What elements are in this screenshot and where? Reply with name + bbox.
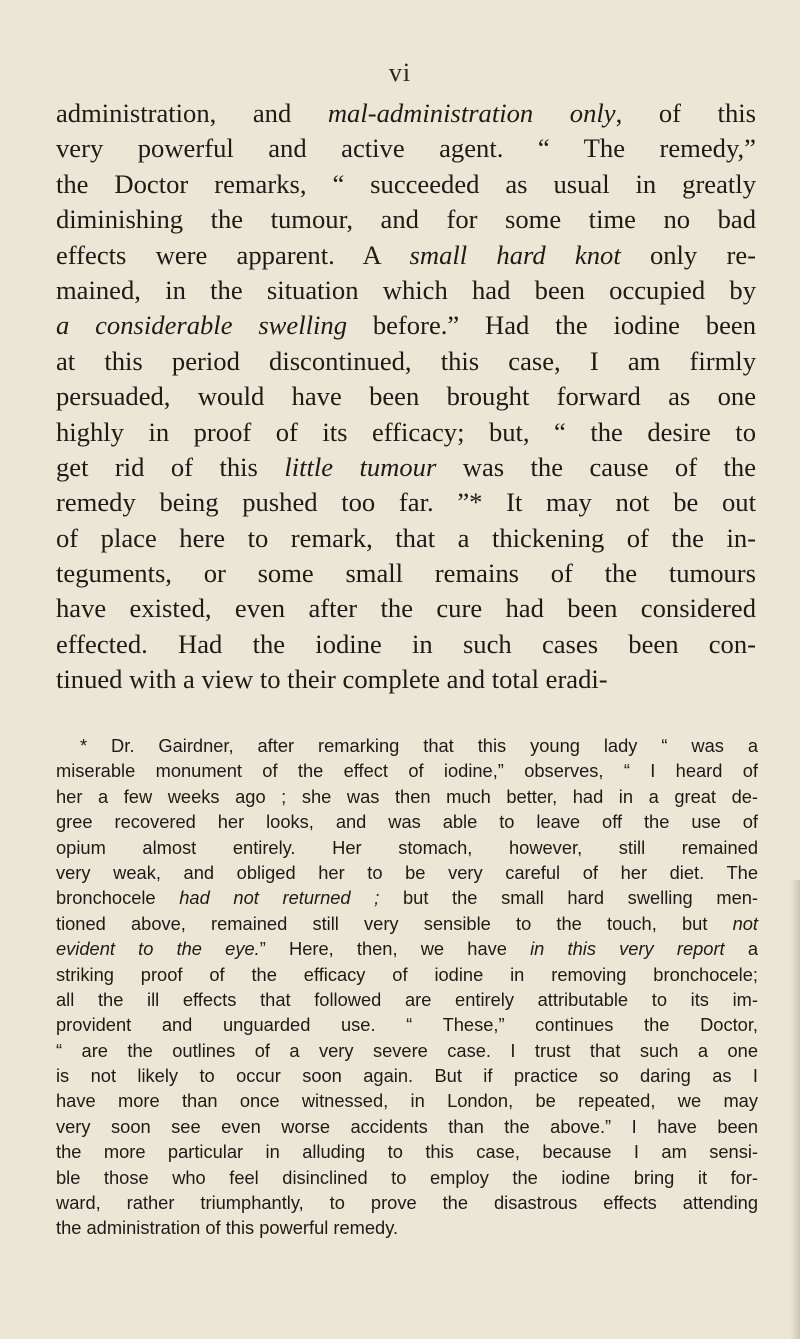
text-run: ward, rather triumphantly, to prove the disastrous effects attending xyxy=(56,1192,758,1214)
text-run: remedy being pushed too far. ”* It may not be out xyxy=(56,487,756,518)
text-run: have more than once witnessed, in London, be repeated, we may xyxy=(56,1090,758,1112)
text-run: effects were apparent. A xyxy=(56,239,410,270)
text-run: only re- xyxy=(620,239,757,270)
footnote-line xyxy=(56,1063,758,1088)
text-line xyxy=(56,450,756,485)
text-line xyxy=(56,308,756,343)
italic-run: small hard knot xyxy=(409,239,621,270)
italic-run: evident to the eye. xyxy=(56,938,260,960)
text-run: the more particular in alluding to this case, because I am sensi- xyxy=(56,1141,758,1163)
text-run: persuaded, would have been brought forward as one xyxy=(56,381,756,412)
italic-run: little tumour xyxy=(284,451,437,482)
text-line xyxy=(56,202,756,237)
text-run: but the small hard swelling men- xyxy=(379,887,759,909)
italic-run: mal-administration only xyxy=(327,98,616,128)
text-run: very soon see even worse accidents than the above.” I have been xyxy=(56,1115,758,1137)
text-line xyxy=(56,238,756,273)
text-line xyxy=(56,131,756,166)
footnote xyxy=(56,733,758,1241)
text-line xyxy=(56,556,756,591)
text-run: diminishing the tumour, and for some time no bad xyxy=(56,204,756,235)
text-line xyxy=(56,344,756,379)
text-run: provident and unguarded use. “ These,” continues the Doctor, xyxy=(56,1014,758,1036)
footnote-line xyxy=(56,809,758,834)
text-run: of place here to remark, that a thickening of the in- xyxy=(56,522,756,553)
text-run: striking proof of the efficacy of iodine in removing bronchocele; xyxy=(56,963,758,985)
footnote-line xyxy=(56,936,758,961)
text-line xyxy=(56,96,756,131)
footnote-line xyxy=(56,758,758,783)
text-run: gree recovered her looks, and was able to leave off the use of xyxy=(56,811,758,833)
text-line xyxy=(56,379,756,414)
text-run: miserable monument of the effect of iodine,” observes, “ I heard of xyxy=(56,760,758,782)
italic-run: a considerable swelling xyxy=(56,310,347,341)
footnote-line xyxy=(56,1114,758,1139)
text-run: the administration of this powerful remedy. xyxy=(56,1217,399,1239)
text-line xyxy=(56,521,756,556)
page-edge-shadow xyxy=(790,880,800,1339)
footnote-line xyxy=(56,1139,758,1164)
footnote-line xyxy=(56,860,758,885)
text-run: was the cause of the xyxy=(436,451,756,482)
text-line xyxy=(56,273,756,308)
text-run: ” Here, then, we have xyxy=(259,938,531,960)
footnote-line xyxy=(56,1088,758,1113)
text-run: before.” Had the iodine been xyxy=(347,310,757,341)
footnote-line xyxy=(56,962,758,987)
text-run: all the ill effects that followed are entirely attributable to its im- xyxy=(56,988,758,1010)
italic-run: had not returned ; xyxy=(179,887,380,909)
text-line xyxy=(56,662,756,697)
text-run: administration, and xyxy=(56,98,328,128)
italic-run: not xyxy=(732,912,758,934)
footnote-line xyxy=(56,733,758,758)
footnote-line xyxy=(56,987,758,1012)
footnote-line xyxy=(56,911,758,936)
main-text xyxy=(56,96,756,698)
footnote-line xyxy=(56,784,758,809)
footnote-line xyxy=(56,1215,758,1240)
text-run: “ are the outlines of a very severe case. I trust that such a one xyxy=(56,1039,758,1061)
text-run: effected. Had the iodine in such cases been con- xyxy=(56,628,756,659)
footnote-line xyxy=(56,1190,758,1215)
footnote-line xyxy=(56,1038,758,1063)
text-run: teguments, or some small remains of the tumours xyxy=(56,558,756,589)
text-run: ble those who feel disinclined to employ the iodine bring it for- xyxy=(56,1166,758,1188)
text-run: is not likely to occur soon again. But if practice so daring as I xyxy=(56,1065,758,1087)
text-run: tinued with a view to their complete and total eradi- xyxy=(56,664,608,695)
text-run: at this period discontinued, this case, I am firmly xyxy=(56,345,756,376)
text-run: very powerful and active agent. “ The remedy,” xyxy=(56,133,756,164)
text-run: very weak, and obliged her to be very careful of her diet. The xyxy=(56,861,758,883)
italic-run: in this very report xyxy=(530,938,725,960)
text-run: bronchocele xyxy=(56,887,180,909)
text-run: a xyxy=(724,938,758,960)
text-run: mained, in the situation which had been occupied by xyxy=(56,274,756,305)
page-number: vi xyxy=(388,58,412,87)
text-line xyxy=(56,591,756,626)
text-line xyxy=(56,627,756,662)
text-run: tioned above, remained still very sensible to the touch, but xyxy=(56,912,733,934)
text-run: have existed, even after the cure had been considered xyxy=(56,593,756,624)
text-run: the Doctor remarks, “ succeeded as usual in greatly xyxy=(56,168,756,199)
footnote-line xyxy=(56,885,758,910)
text-run: * Dr. Gairdner, after remarking that this young lady “ was a xyxy=(80,735,758,756)
text-run: highly in proof of its efficacy; but, “ the desire to xyxy=(56,416,756,447)
text-line xyxy=(56,415,756,450)
footnote-line xyxy=(56,1165,758,1190)
footnote-line xyxy=(56,835,758,860)
text-line xyxy=(56,167,756,202)
footnote-line xyxy=(56,1012,758,1037)
text-run: her a few weeks ago ; she was then much better, had in a great de- xyxy=(56,785,758,807)
text-run: , of this xyxy=(615,98,756,128)
text-line xyxy=(56,485,756,520)
text-run: get rid of this xyxy=(56,451,285,482)
text-run: opium almost entirely. Her stomach, however, still remained xyxy=(56,836,758,858)
